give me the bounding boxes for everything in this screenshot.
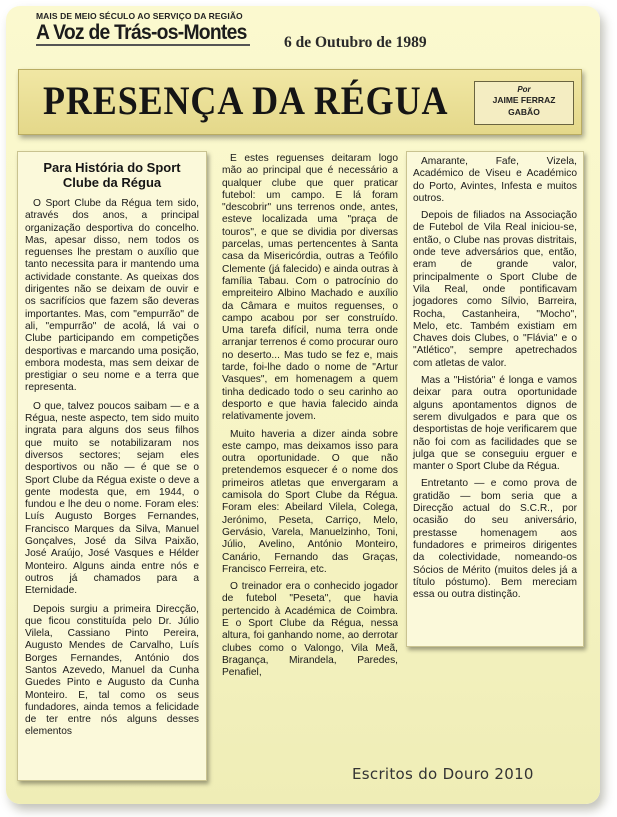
paragraph: O que, talvez poucos saibam — e a Régua, neste aspecto, tem sido muito ingrata para alguns dos seus filhos que muito se notabilizaram nos diversos sectores; sejam eles desportivos ou não — é que se o Sport Clube da Régua existe o deve a gente modesta que, em 1944, o fundou e lhe deu o nome. Foram eles: Luís Augusto Borges Fernandes, Francisco Marques da Silva, Manuel Gonçalves, José da Silva Paixão, José Araújo, José Vasques e Hélder Monteiro. Alguns ainda entre nós e outros já chamados para a Eternidade.: [25, 400, 199, 597]
newspaper-tagline: MAIS DE MEIO SÉCULO AO SERVIÇO DA REGIÃO: [36, 11, 243, 21]
article-column-1: [17, 151, 207, 781]
author-name-line1: JAIME FERRAZ: [492, 95, 556, 105]
paragraph: O treinador era o conhecido jogador de futebol "Peseta", que havia pertencido à Académica de Coimbra. E o Sport Clube da Régua, nessa altura, foi ganhando nome, ao derrotar clubes como o Valongo, Vila Meã, Bragança, Mirandela, Paredes, Penafiel,: [222, 581, 398, 679]
paragraph: Mas a "História" é longa e vamos deixar para outra oportunidade alguns apontamentos dignos de serem divulgados e para que os desportistas de hoje verificarem que não foi com as facilidades que se julga que se conseguiu erguer e manter o Sport Clube da Régua.: [413, 375, 577, 473]
column-banner: [18, 69, 582, 135]
paragraph: Entretanto — e como prova de gratidão — bom seria que a Direcção actual do S.C.R., por ocasião do seu aniversário, prestasse homenagem aos fundadores e primeiros dirigentes da colectividade, nomeando-os Sócios de Mérito (muitos deles já a título póstumo). Bem mereciam essa ou outra distinção.: [413, 478, 577, 601]
article-heading: Para História do Sport Clube da Régua: [43, 160, 181, 190]
author-name-line2: GABÃO: [508, 107, 540, 117]
publication-date: 6 de Outubro de 1989: [284, 34, 427, 51]
newspaper-masthead: A Voz de Trás-os-Montes: [36, 21, 247, 44]
article-column-2: [222, 153, 398, 753]
article-column-3: [406, 151, 584, 647]
byline: [474, 81, 574, 125]
paragraph: E estes reguenses deitaram logo mão ao principal que é necessário a qualquer clube que quer praticar futebol: um campo. E lá foram "descobrir" uns terrenos onde, antes, esteve localizada uma "praça de touros", e que se dividia por diversas parcelas, umas pertencentes à Santa casa da Misericórdia, outras a Teófilo Clemente (já falecido) e ainda outras à família Tabau. Com o patrocínio do empreiteiro Albino Machado e auxílio da Câmara e muitos reguenses, o campo acabou por ser construído. Uma tarefa difícil, numa terra onde arranjar terrenos é como procurar ouro no deserto... Mas tudo se fez e, mais tarde, foi-lhe dado o nome de "Artur Vasques", em homenagem a quem tinha dedicado todo o seu carinho ao desporto e que havia falecido ainda relativamente jovem.: [222, 153, 398, 423]
paragraph: O Sport Clube da Régua tem sido, através dos anos, a principal organização desportiva do concelho. Mas, apesar disso, nem todos os reguenses lhe prestam o auxílio que tanto necessita para ir mantendo uma actividade constante. As queixas dos dirigentes não se deixam de ouvir e os sacrifícios que fazem são deveras importantes. Mas, com "empurrão" de ali, "empurrão" de acolá, lá vai o Clube participando em competições desportivas e marcando uma posição, embora modesta, mas sem deixar de prestigiar o seu nome e a terra que representa.: [25, 198, 199, 394]
masthead-divider: [36, 44, 250, 46]
paragraph: Muito haveria a dizer ainda sobre este campo, mas deixamos isso para outra oportunidade. O que não pretendemos esquecer é o nome dos primeiros atletas que envergaram a camisola do Sport Clube da Régua. Foram eles: Abeilard Vilela, Colega, Jerónimo, Peseta, Carriço, Melo, Gervásio, Varela, Manuelzinho, Toni, Júlio, Avelino, António Monteiro, Canário, Fernando das Graças, Francisco Ferreira, etc.: [222, 428, 398, 575]
byline-label: Por: [517, 85, 531, 94]
paragraph: Depois de filiados na Associação de Futebol de Vila Real iniciou-se, então, o Clube nas provas distritais, onde teve adversários que, então, eram de grande valor, principalmente o Sport Clube de Vila Real, onde pontificavam jogadores como Sílvio, Barreira, Rocha, Castanheira, "Mocho", Melo, etc. Também existiam em Chaves dois Clubes, o "Flávia" e o "Atlético", sempre apetrechados com atletas de valor.: [413, 210, 577, 369]
paragraph: Amarante, Fafe, Vizela, Académico de Viseu e Académico do Porto, Avintes, Infesta e muitos outros.: [413, 156, 577, 204]
paragraph: Depois surgiu a primeira Direcção, que ficou constituída pelo Dr. Júlio Vilela, Cassiano Pinto Pereira, Augusto Mendes de Carvalho, Luís Borges Fernandes, António dos Santos Azevedo, Manuel da Cunha Guedes Pinto e Augusto da Cunha Monteiro. E, tal como os seus fundadores, ainda temos a felicidade de ter entre nós alguns desses elementos: [25, 603, 199, 738]
column-title: PRESENÇA DA RÉGUA: [43, 78, 449, 123]
footer-caption: Escritos do Douro 2010: [352, 765, 534, 783]
